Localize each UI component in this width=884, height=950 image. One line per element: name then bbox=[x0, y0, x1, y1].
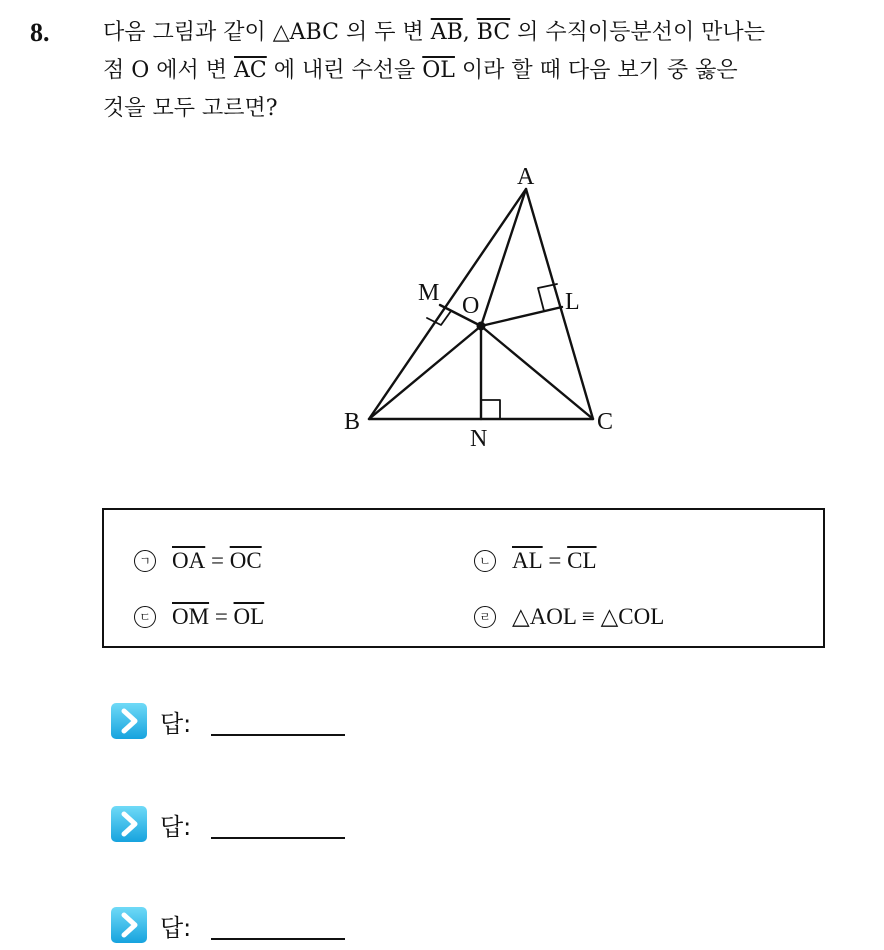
chevron-right-icon bbox=[110, 702, 148, 740]
choice-4 bbox=[474, 604, 664, 630]
circle-mark: ㄷ bbox=[134, 606, 156, 628]
answer-row-3 bbox=[110, 906, 345, 944]
question-line-1 bbox=[103, 14, 863, 52]
text-part: 의 수직이등분선이 만나는 bbox=[510, 20, 765, 45]
circle-mark: ㄹ bbox=[474, 606, 496, 628]
answer-row-1 bbox=[110, 702, 345, 740]
segment-ol: $\overline{OL}$ bbox=[422, 58, 455, 83]
choice-rhs: $\overline{OL}$ bbox=[233, 604, 265, 629]
label-n: N bbox=[470, 426, 488, 452]
choice-op: = bbox=[209, 604, 234, 629]
choices-box bbox=[102, 508, 825, 648]
answer-label: 답: bbox=[160, 913, 192, 942]
choice-op: = bbox=[205, 548, 230, 573]
point-o bbox=[477, 322, 486, 331]
label-l: L bbox=[565, 289, 580, 315]
right-angle-n bbox=[481, 400, 500, 419]
answer-blank[interactable] bbox=[211, 809, 345, 839]
question-text bbox=[103, 14, 863, 128]
segment-ob bbox=[369, 326, 481, 419]
question-line-3: 것을 모두 고르면? bbox=[103, 96, 278, 121]
answer-row-2 bbox=[110, 805, 345, 843]
choice-2 bbox=[474, 548, 597, 574]
choice-lhs: $\overline{OA}$ bbox=[172, 548, 206, 573]
answer-label: 답: bbox=[160, 709, 192, 738]
label-b: B bbox=[344, 409, 361, 435]
segment-oc bbox=[481, 326, 593, 419]
label-c: C bbox=[597, 409, 614, 435]
text-part: 다음 그림과 같이 △ABC 의 두 변 bbox=[103, 20, 431, 45]
chevron-right-icon bbox=[110, 805, 148, 843]
answer-label: 답: bbox=[160, 812, 192, 841]
label-m: M bbox=[418, 280, 440, 306]
text-part: 에 내린 수선을 bbox=[266, 58, 423, 83]
circle-mark: ㄱ bbox=[134, 550, 156, 572]
choice-rhs: $\overline{CL}$ bbox=[567, 548, 597, 573]
choice-lhs: $\overline{OM}$ bbox=[172, 604, 210, 629]
answer-blank[interactable] bbox=[211, 910, 345, 940]
label-a: A bbox=[517, 164, 535, 190]
answer-blank[interactable] bbox=[211, 706, 345, 736]
chevron-right-icon bbox=[110, 906, 148, 944]
choice-op: = bbox=[542, 548, 568, 573]
segment-ab: $\overline{AB}$ bbox=[430, 20, 463, 45]
choice-1 bbox=[134, 548, 262, 574]
question-line-2 bbox=[103, 52, 863, 90]
segment-oa bbox=[481, 189, 526, 326]
segment-bc: $\overline{BC}$ bbox=[476, 20, 511, 45]
question-number: 8. bbox=[30, 18, 50, 47]
choice-3 bbox=[134, 604, 264, 630]
choice-lhs: $\overline{AL}$ bbox=[512, 548, 543, 573]
label-o: O bbox=[462, 293, 480, 319]
triangle-figure bbox=[330, 150, 650, 460]
choice-rhs: $\overline{OC}$ bbox=[229, 548, 262, 573]
text-part: , bbox=[462, 20, 477, 45]
choice-text: △AOL ≡ △COL bbox=[512, 604, 665, 629]
segment-ac: $\overline{AC}$ bbox=[234, 58, 267, 83]
segment-ol-line bbox=[481, 307, 562, 326]
text-part: 이라 할 때 다음 보기 중 옳은 bbox=[454, 58, 738, 83]
circle-mark: ㄴ bbox=[474, 550, 496, 572]
text-part: 점 O 에서 변 bbox=[103, 58, 235, 83]
